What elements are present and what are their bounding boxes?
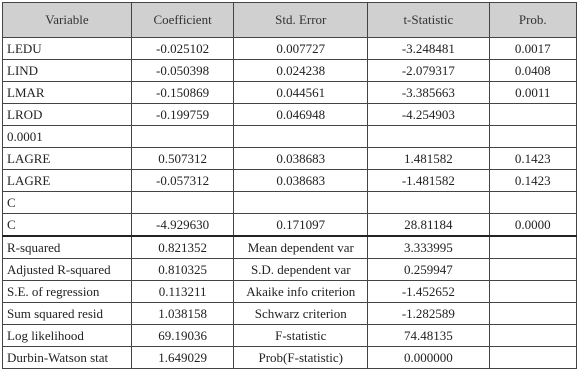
value-cell: -0.150869: [131, 82, 233, 104]
value-cell: 0.0000: [489, 214, 576, 237]
value-cell: -1.452652: [368, 281, 489, 303]
value-cell: -3.248481: [368, 38, 489, 60]
value-cell: 1.038158: [131, 303, 233, 325]
coefficient-row: [3, 104, 577, 126]
row-label-cell: Log likelihood: [3, 325, 132, 347]
value-cell: [234, 126, 368, 148]
statistic-row: [3, 347, 577, 369]
row-label-cell: LEDU: [3, 38, 132, 60]
value-cell: -3.385663: [368, 82, 489, 104]
value-cell: 1.481582: [368, 148, 489, 170]
value-cell: 0.046948: [234, 104, 368, 126]
value-cell: 0.044561: [234, 82, 368, 104]
regression-table: [2, 2, 577, 369]
value-cell: [368, 192, 489, 214]
value-cell: [131, 126, 233, 148]
value-cell: Prob(F-statistic): [234, 347, 368, 369]
value-cell: [489, 281, 576, 303]
value-cell: 74.48135: [368, 325, 489, 347]
value-cell: 0.1423: [489, 148, 576, 170]
row-label-cell: LMAR: [3, 82, 132, 104]
value-cell: -2.079317: [368, 60, 489, 82]
header-prob: Prob.: [489, 3, 576, 38]
value-cell: [131, 192, 233, 214]
value-cell: -0.025102: [131, 38, 233, 60]
value-cell: 0.0011: [489, 82, 576, 104]
row-label-cell: C: [3, 214, 132, 237]
coefficient-row: [3, 82, 577, 104]
value-cell: [489, 104, 576, 126]
row-label-cell: LAGRE: [3, 170, 132, 192]
value-cell: [489, 325, 576, 347]
coefficient-row: [3, 126, 577, 148]
value-cell: 0.0408: [489, 60, 576, 82]
value-cell: 69.19036: [131, 325, 233, 347]
value-cell: -0.199759: [131, 104, 233, 126]
statistic-row: [3, 259, 577, 281]
value-cell: S.D. dependent var: [234, 259, 368, 281]
row-label-cell: Adjusted R-squared: [3, 259, 132, 281]
value-cell: Mean dependent var: [234, 236, 368, 259]
value-cell: 0.113211: [131, 281, 233, 303]
value-cell: F-statistic: [234, 325, 368, 347]
value-cell: 0.1423: [489, 170, 576, 192]
value-cell: [368, 126, 489, 148]
header-row: [3, 3, 577, 38]
value-cell: [489, 126, 576, 148]
value-cell: 0.007727: [234, 38, 368, 60]
value-cell: Schwarz criterion: [234, 303, 368, 325]
value-cell: [489, 303, 576, 325]
value-cell: -1.481582: [368, 170, 489, 192]
value-cell: Akaike info criterion: [234, 281, 368, 303]
coefficient-row: [3, 192, 577, 214]
value-cell: 0.000000: [368, 347, 489, 369]
value-cell: -4.929630: [131, 214, 233, 237]
value-cell: 0.810325: [131, 259, 233, 281]
value-cell: 0.0017: [489, 38, 576, 60]
value-cell: 1.649029: [131, 347, 233, 369]
value-cell: 0.821352: [131, 236, 233, 259]
row-label-cell: 0.0001: [3, 126, 132, 148]
value-cell: [489, 236, 576, 259]
row-label-cell: LAGRE: [3, 148, 132, 170]
row-label-cell: LIND: [3, 60, 132, 82]
header-t-statistic: t-Statistic: [368, 3, 489, 38]
value-cell: 0.259947: [368, 259, 489, 281]
value-cell: [489, 347, 576, 369]
row-label-cell: C: [3, 192, 132, 214]
value-cell: 0.024238: [234, 60, 368, 82]
value-cell: 0.507312: [131, 148, 233, 170]
statistic-row: [3, 325, 577, 347]
row-label-cell: R-squared: [3, 236, 132, 259]
table-body: [3, 38, 577, 369]
header-std-error: Std. Error: [234, 3, 368, 38]
header-variable: Variable: [3, 3, 132, 38]
coefficient-row: [3, 170, 577, 192]
coefficient-row: [3, 60, 577, 82]
value-cell: -0.057312: [131, 170, 233, 192]
value-cell: [234, 192, 368, 214]
value-cell: 0.038683: [234, 148, 368, 170]
value-cell: [489, 192, 576, 214]
value-cell: -1.282589: [368, 303, 489, 325]
value-cell: 3.333995: [368, 236, 489, 259]
coefficient-row: [3, 38, 577, 60]
statistic-row: [3, 281, 577, 303]
header-coefficient: Coefficient: [131, 3, 233, 38]
statistic-row: [3, 236, 577, 259]
value-cell: -4.254903: [368, 104, 489, 126]
value-cell: [489, 259, 576, 281]
row-label-cell: S.E. of regression: [3, 281, 132, 303]
row-label-cell: LROD: [3, 104, 132, 126]
coefficient-row: [3, 148, 577, 170]
row-label-cell: Sum squared resid: [3, 303, 132, 325]
value-cell: -0.050398: [131, 60, 233, 82]
statistic-row: [3, 303, 577, 325]
row-label-cell: Durbin-Watson stat: [3, 347, 132, 369]
coefficient-row: [3, 214, 577, 237]
value-cell: 0.038683: [234, 170, 368, 192]
value-cell: 0.171097: [234, 214, 368, 237]
value-cell: 28.81184: [368, 214, 489, 237]
